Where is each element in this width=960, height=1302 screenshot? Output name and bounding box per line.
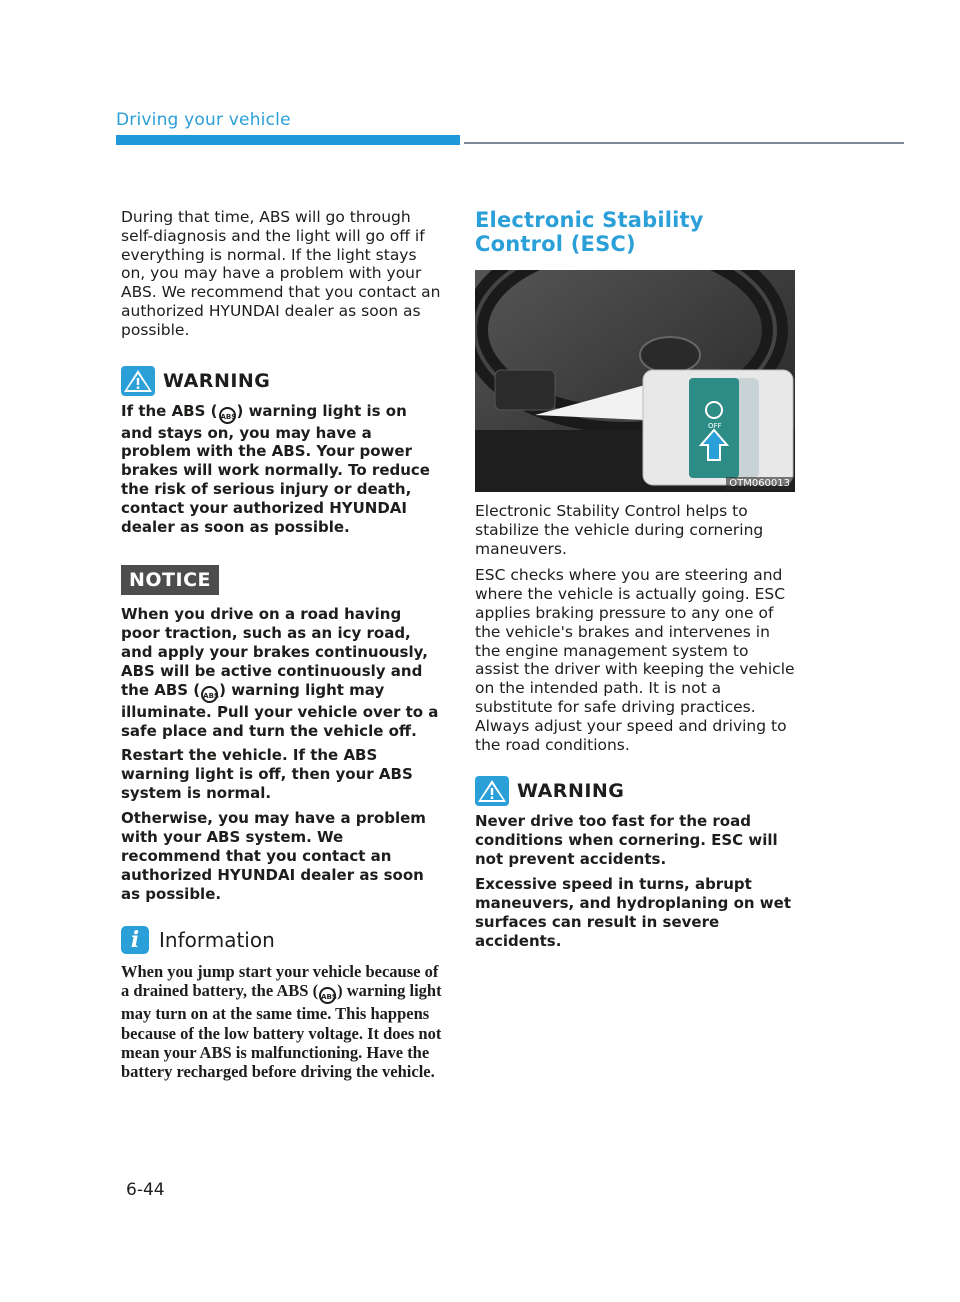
warning-paragraph: Never drive too fast for the road conditions when cornering. ESC will not prevent accidents. (475, 812, 778, 869)
svg-text:OFF: OFF (708, 422, 722, 430)
dashboard-illustration (475, 270, 795, 492)
warning-text-part: ) warning light is on and stays on, you may have a problem with the ABS. Your power brakes will work normally. To reduce the risk of serious injury or death, contact your authorized HYUNDAI dealer as soon as possible. (121, 401, 430, 537)
warning-triangle-icon (475, 776, 509, 806)
header-rule (464, 142, 904, 144)
info-icon: i (121, 926, 149, 954)
page-number: 6-44 (126, 1180, 165, 1200)
section-title: Electronic Stability Control (ESC) (475, 208, 704, 256)
esc-button-photo (475, 270, 795, 492)
notice-label: NOTICE (121, 565, 219, 595)
running-header: Driving your vehicle (116, 110, 291, 130)
notice-text-part: ) warning light may illuminate. Pull your vehicle over to a safe place and turn the vehicle off. (121, 680, 439, 740)
left-column (121, 208, 443, 1082)
esc-paragraph: Electronic Stability Control helps to stabilize the vehicle during cornering maneuvers. (475, 502, 764, 558)
abs-warning-icon: ABS (219, 407, 236, 424)
intro-text: During that time, ABS will go through self-diagnosis and the light will go off if everything is normal. If the light stays on, you may have a problem with your ABS. We recommend that you contact an authorized HYUNDAI dealer as soon as possible. (121, 208, 441, 339)
right-column (475, 208, 797, 957)
notice-paragraph: Restart the vehicle. If the ABS warning light is off, then your ABS system is normal. (121, 746, 413, 803)
esc-body (475, 502, 797, 754)
header-rule-accent (116, 135, 460, 145)
information-body (121, 962, 443, 1082)
warning-body (121, 402, 443, 537)
esc-paragraph: ESC checks where you are steering and where the vehicle is actually going. ESC applies braking pressure to any one of the vehicle's brakes and intervenes in the engine management system to assist the driver with keeping the vehicle on the intended path. It is not a substitute for safe driving practices. Always adjust your speed and driving to the road conditions. (475, 566, 795, 754)
warning-body (475, 812, 797, 950)
warning-heading (475, 776, 797, 806)
warning-label: WARNING (163, 369, 271, 392)
abs-warning-icon: ABS (201, 686, 218, 703)
information-text-part: ) warning light may turn on at the same time. This happens because of the low battery voltage. It does not mean your ABS is malfunctioning. Have the battery recharged before driving the vehicle. (121, 981, 442, 1082)
notice-text-part: When you drive on a road having poor traction, such as an icy road, and apply your brakes continuously, ABS will be active continuously and the ABS ( (121, 605, 428, 699)
warning-heading (121, 366, 443, 396)
information-heading (121, 926, 443, 954)
warning-label: WARNING (517, 780, 625, 803)
information-label: Information (159, 927, 275, 952)
intro-paragraph (121, 208, 443, 340)
figure (475, 270, 797, 492)
warning-paragraph: Excessive speed in turns, abrupt maneuvers, and hydroplaning on wet surfaces can result in severe accidents. (475, 875, 792, 950)
warning-text-part: If the ABS ( (121, 401, 218, 420)
warning-triangle-icon (121, 366, 155, 396)
notice-body (121, 605, 443, 904)
abs-warning-icon: ABS (319, 987, 336, 1004)
notice-paragraph: Otherwise, you may have a problem with your ABS system. We recommend that you contact an authorized HYUNDAI dealer as soon as possible. (121, 809, 426, 903)
information-text-part: When you jump start your vehicle because of a drained battery, the ABS ( (121, 961, 439, 1001)
figure-caption: OTM060013 (726, 477, 793, 490)
